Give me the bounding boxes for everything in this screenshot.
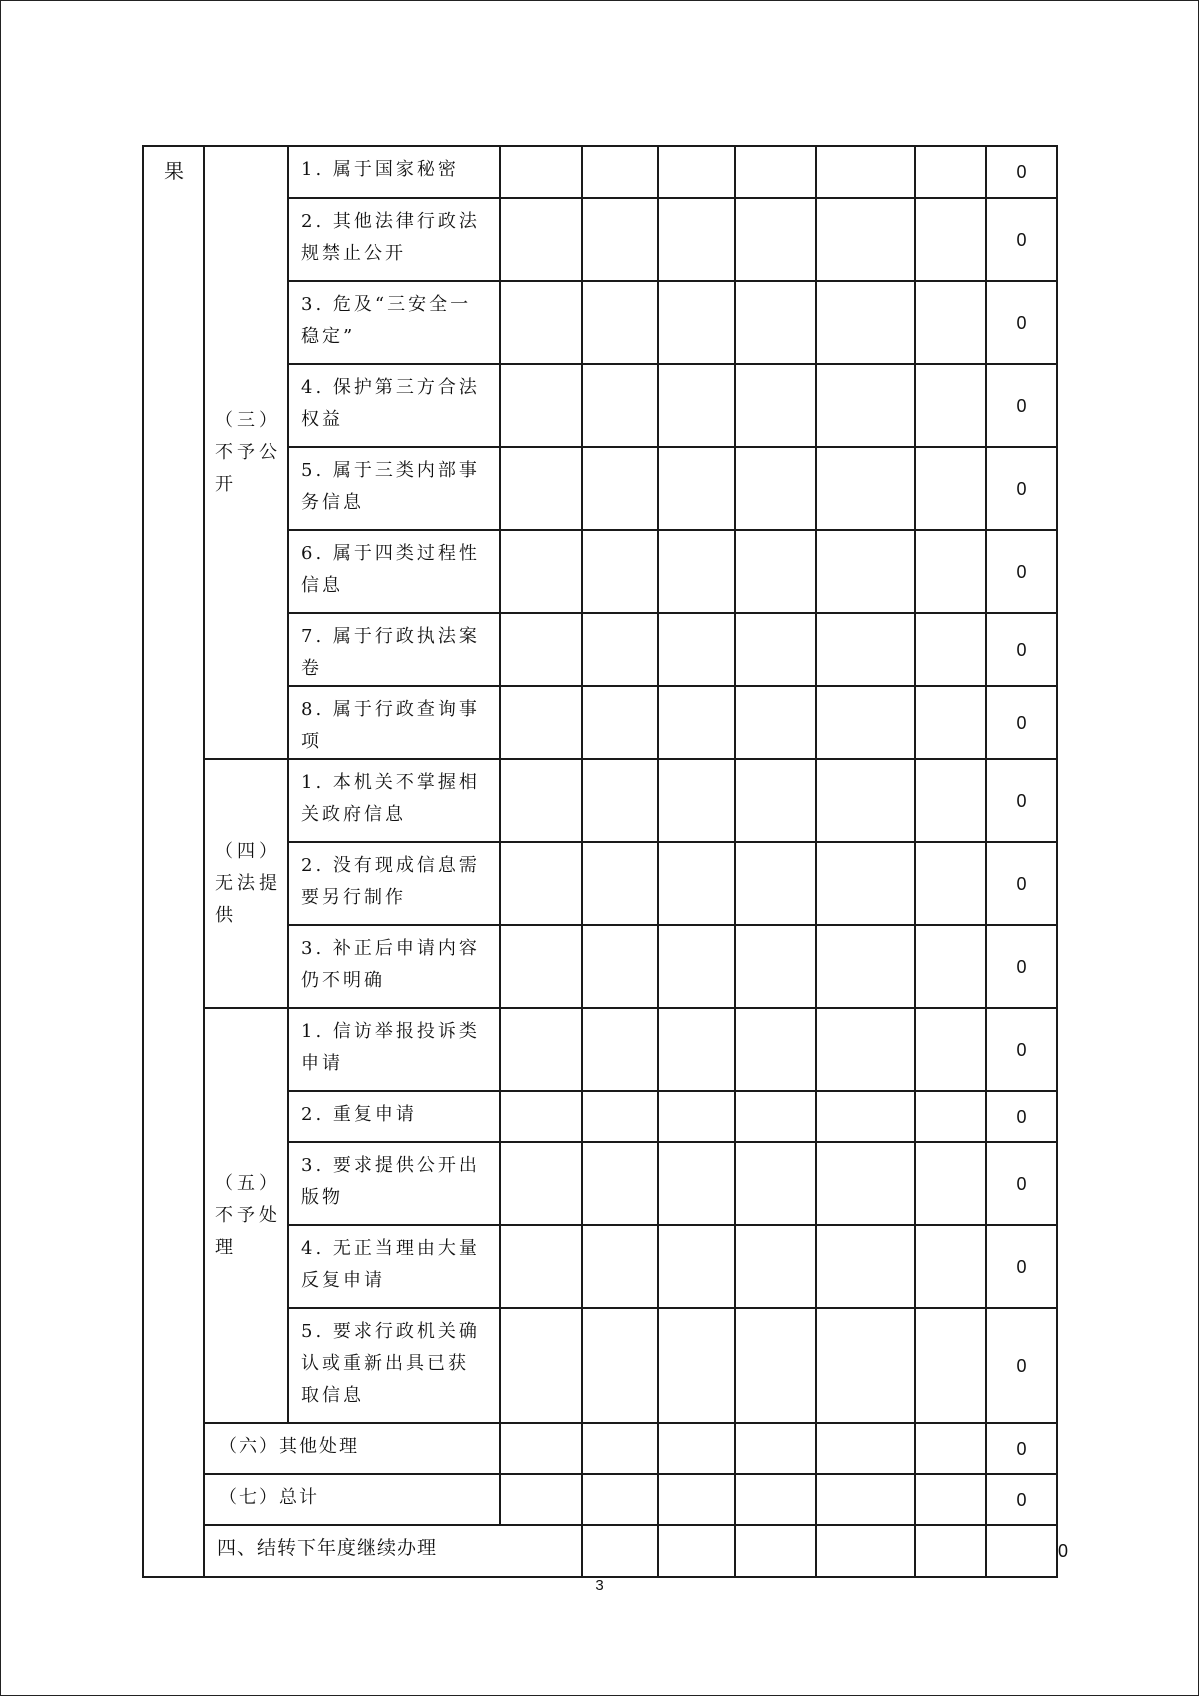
total-value: 0: [986, 146, 1057, 198]
total-value: 0: [986, 686, 1057, 759]
total-value: 0: [986, 1308, 1057, 1423]
row-3-4-label: 4. 保护第三方合法权益: [301, 377, 480, 430]
total-value: 0: [986, 925, 1057, 1008]
row-3-3-label: 3. 危及“三安全一稳定”: [301, 294, 472, 347]
row-7-label: （七）总计: [219, 1487, 319, 1508]
total-value: 0: [986, 281, 1057, 364]
group-3-label: （三）不予公开: [215, 409, 281, 495]
row-5-2-label: 2. 重复申请: [301, 1104, 417, 1125]
row-3-5-label: 5. 属于三类内部事务信息: [301, 460, 480, 513]
total-value: 0: [986, 447, 1057, 530]
row-3-6-label: 6. 属于四类过程性信息: [301, 543, 480, 596]
row-3-1-label: 1. 属于国家秘密: [301, 159, 459, 180]
total-value: 0: [986, 613, 1057, 686]
total-value: 0: [986, 1142, 1057, 1225]
category-column: [143, 146, 204, 1577]
section-4-label: 四、结转下年度继续办理: [217, 1537, 438, 1559]
group-4-label: （四）无法提供: [215, 840, 281, 926]
total-value: 0: [986, 364, 1057, 447]
group-3-cell: [204, 146, 288, 759]
total-value: 0: [986, 759, 1057, 842]
disclosure-results-table: 果 （三）不予公开 1. 属于国家秘密 0 2. 其他法律行政法规禁止公开 0 3. 危及“三安全一稳定” 0 4. 保护第三方合法权益 0 5. 属于三类内部事务信息 0 6. 属于四类过程性信息 0 7. 属于行政执法案卷 0 8. 属于行政查询事项 0 （四）无法提供 1. 本机关不掌握相关政府信息 0 2. 没有现成信息需要另行制作 0 3. 补正后申请内容仍不明确 0 （五）不予处理 1. 信访举报投诉类申请 0 2. 重复申请 0 3. 要求提供公开出版物 0 4. 无正当理由大量反复申请 0 5. 要求行政机关确认或重新出具已获取信息 0 （六）其他处理 0 （七）总计 0 四、结转下年度继续办理 0: [142, 145, 1058, 1578]
total-value: 0: [986, 198, 1057, 281]
row-6-label: （六）其他处理: [219, 1436, 359, 1457]
total-value: 0: [986, 530, 1057, 613]
total-value: 0: [986, 1091, 1057, 1142]
row-label-cell: [288, 146, 500, 198]
row-5-3-label: 3. 要求提供公开出版物: [301, 1155, 480, 1208]
total-value: 0: [986, 1474, 1057, 1525]
category-tail-label: 果: [164, 159, 184, 183]
row-4-3-label: 3. 补正后申请内容仍不明确: [301, 938, 480, 991]
row-5-1-label: 1. 信访举报投诉类申请: [301, 1021, 480, 1074]
total-value: 0: [986, 1008, 1057, 1091]
total-value: 0: [986, 1225, 1057, 1308]
row-4-1-label: 1. 本机关不掌握相关政府信息: [301, 772, 480, 825]
row-5-5-label: 5. 要求行政机关确认或重新出具已获取信息: [301, 1321, 480, 1406]
total-value: 0: [986, 1423, 1057, 1474]
group-5-cell: [204, 1008, 288, 1423]
total-value: 0: [986, 842, 1057, 925]
group-4-cell: [204, 759, 288, 1008]
row-3-2-label: 2. 其他法律行政法规禁止公开: [301, 211, 480, 264]
row-5-4-label: 4. 无正当理由大量反复申请: [301, 1238, 480, 1291]
row-3-8-label: 8. 属于行政查询事项: [301, 699, 480, 752]
row-4-2-label: 2. 没有现成信息需要另行制作: [301, 855, 480, 908]
group-5-label: （五）不予处理: [215, 1172, 281, 1258]
row-3-7-label: 7. 属于行政执法案卷: [301, 626, 480, 679]
page-number: 3: [595, 1577, 604, 1594]
